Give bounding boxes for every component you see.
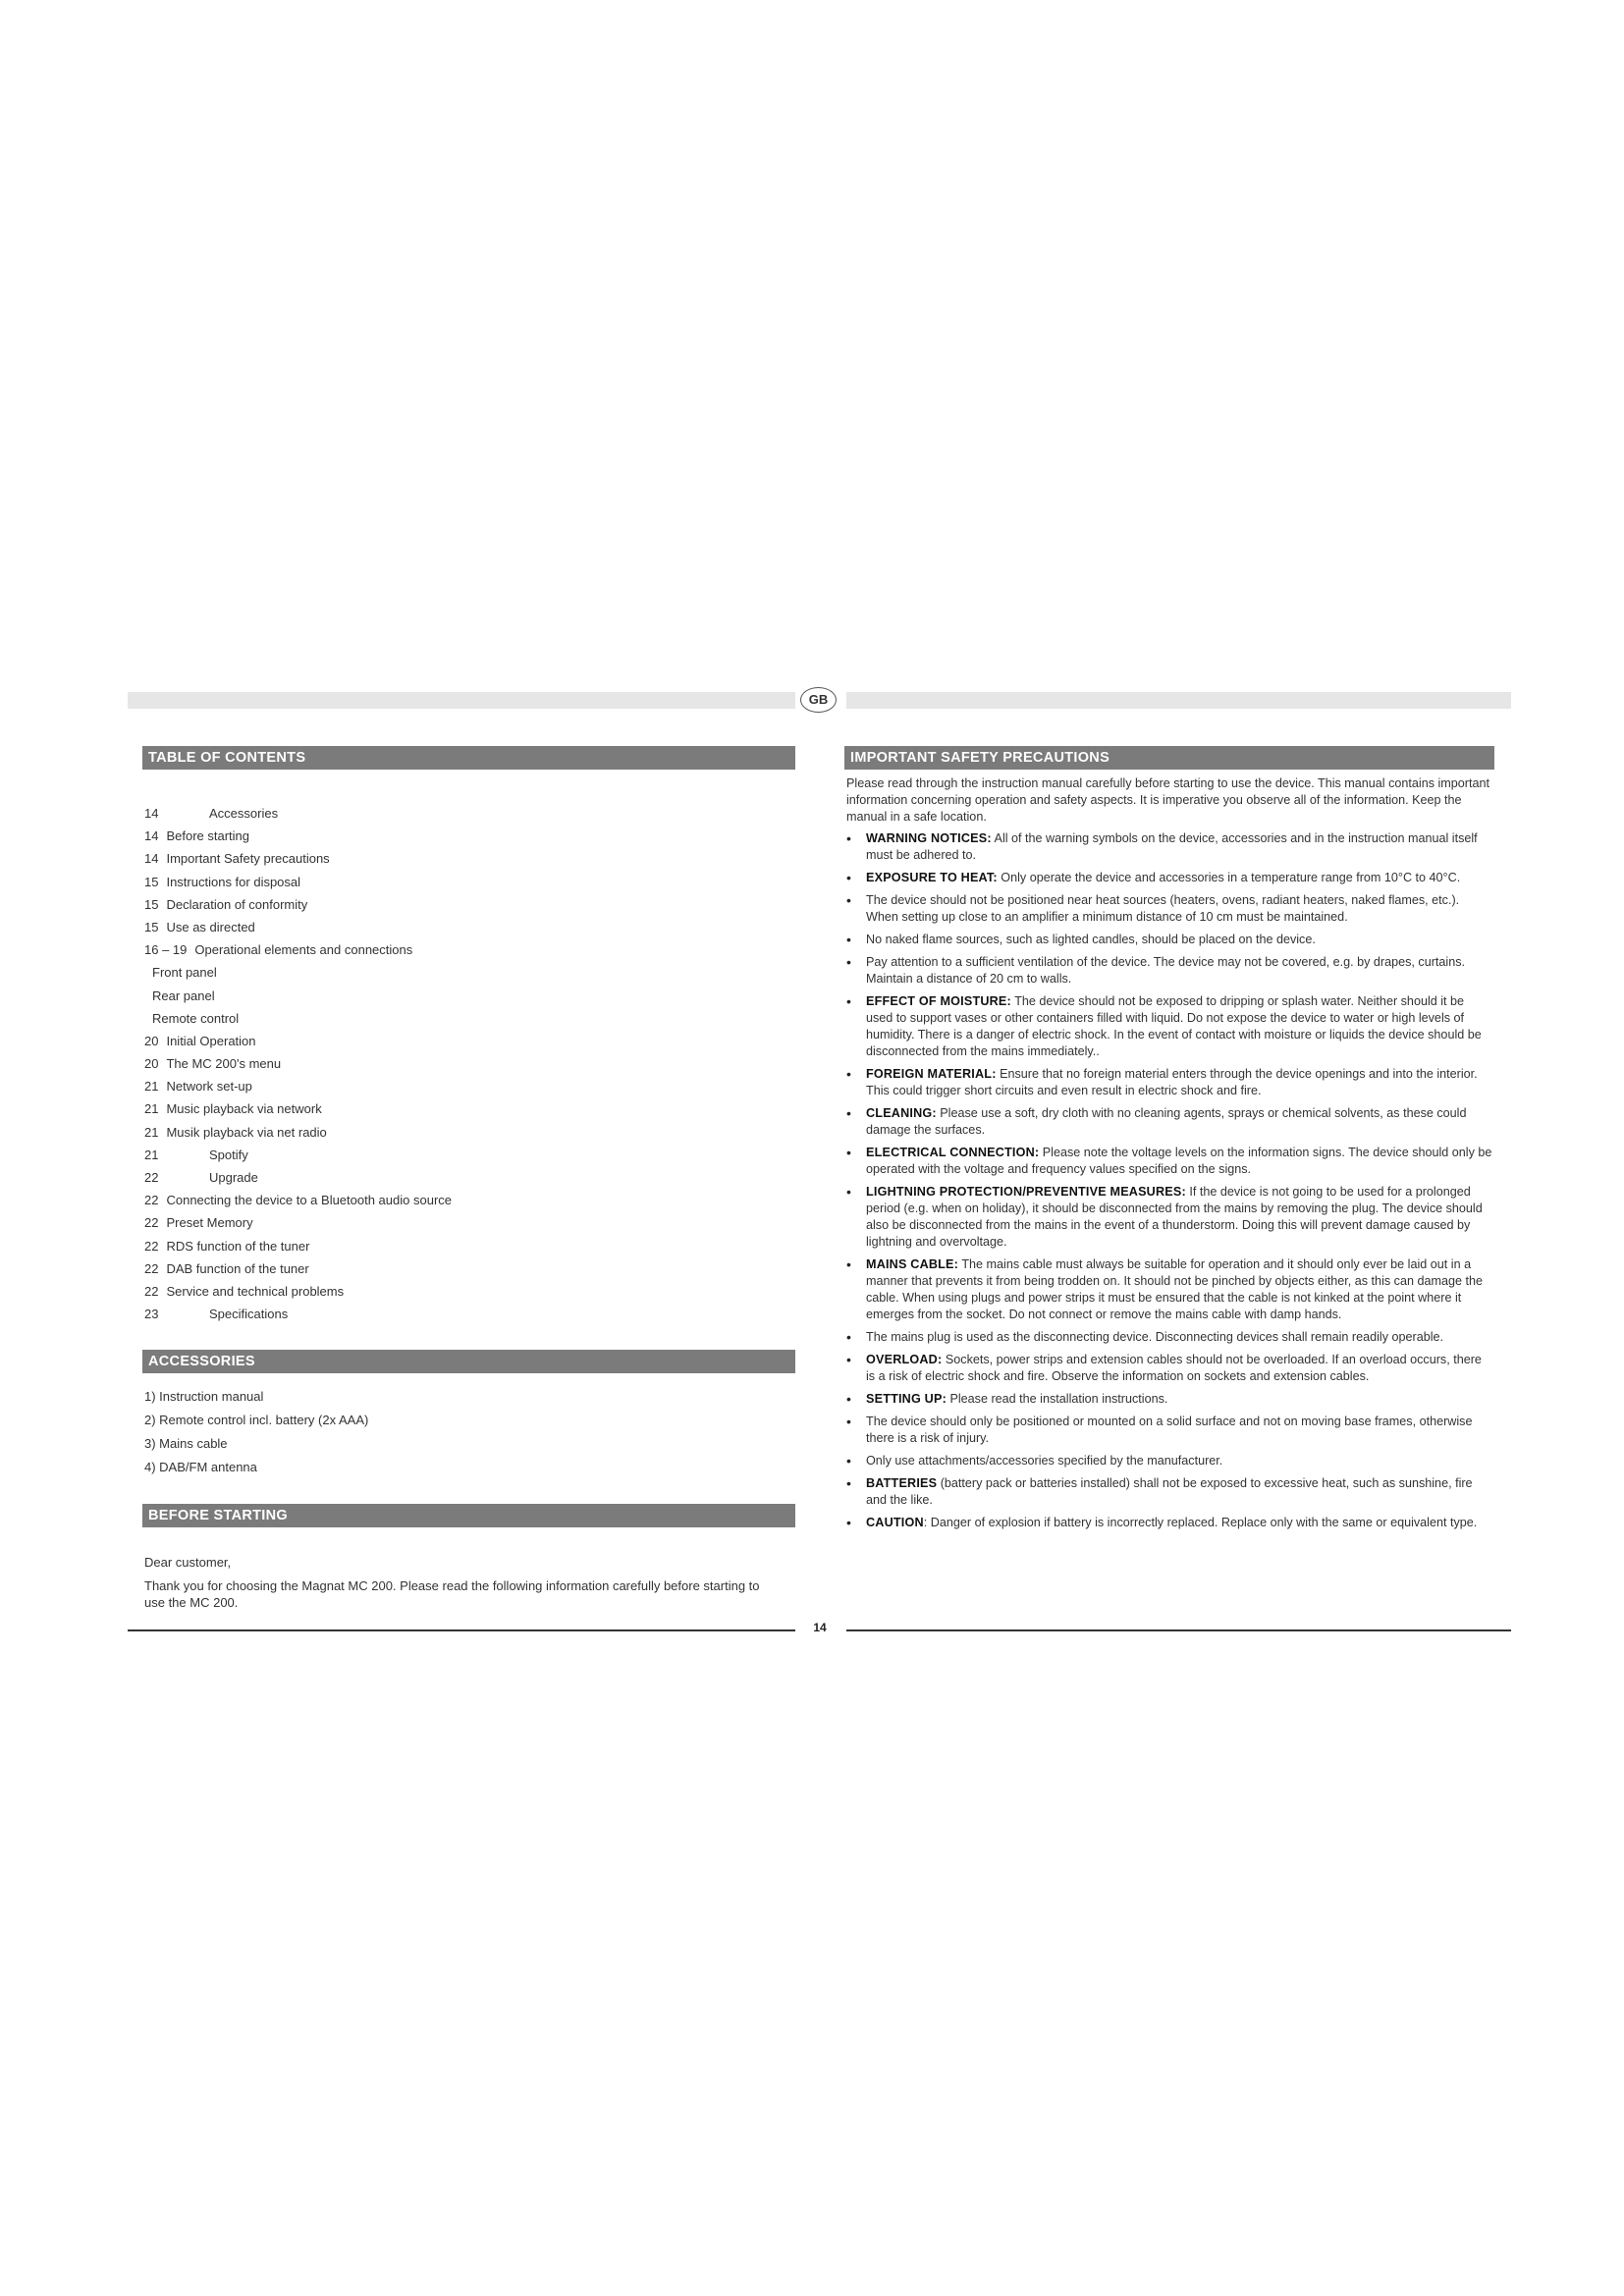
- safety-bullet: [844, 993, 1492, 1060]
- bullet-keyword: EFFECT OF MOISTURE:: [866, 994, 1011, 1008]
- toc-entry-label: Connecting the device to a Bluetooth audio source: [166, 1193, 453, 1208]
- header-bar-left: [128, 692, 795, 709]
- toc-row: [144, 1007, 792, 1030]
- bullet-keyword: FOREIGN MATERIAL:: [866, 1067, 997, 1081]
- bullet-text: (battery pack or batteries installed) shall not be exposed to excessive heat, such as sunshine, fire and the like.: [866, 1476, 1473, 1507]
- toc-entry-label: Service and technical problems: [166, 1283, 345, 1299]
- bullet-text: All of the warning symbols on the device, accessories and in the instruction manual itself must be adhered to.: [866, 831, 1478, 862]
- toc-row: [144, 847, 792, 870]
- safety-bullet: [844, 870, 1492, 886]
- safety-bullet: [844, 1329, 1492, 1346]
- accessories-heading: ACCESSORIES: [142, 1350, 795, 1373]
- toc-entry-label: Declaration of conformity: [166, 896, 308, 912]
- toc-entry-label: Spotify: [209, 1147, 248, 1162]
- toc-page-number: 21: [144, 1124, 159, 1140]
- bullet-text: Only operate the device and accessories in a temperature range from 10°C to 40°C.: [997, 871, 1461, 884]
- bullet-text: Only use attachments/accessories specified by the manufacturer.: [866, 1454, 1223, 1468]
- bullet-text: No naked flame sources, such as lighted candles, should be placed on the device.: [866, 933, 1316, 946]
- toc-row: [144, 1052, 792, 1075]
- toc-page-number: 15: [144, 896, 159, 912]
- toc-row: [144, 893, 792, 916]
- toc-page-number: 20: [144, 1033, 159, 1048]
- bullet-text: Pay attention to a sufficient ventilation of the device. The device may not be covered, e.g. by drapes, curtains. Maintain a distance of 20 cm to walls.: [866, 955, 1465, 986]
- safety-bullet: [844, 1453, 1492, 1469]
- toc-page-number: 21: [144, 1147, 159, 1162]
- toc-page-number: 14: [144, 806, 159, 821]
- toc-entry-label: The MC 200's menu: [166, 1056, 282, 1072]
- list-item: 1) Instruction manual: [144, 1389, 264, 1404]
- bullet-text: The device should not be exposed to dripping or splash water. Neither should it be used to support vases or other containers filled with liquid. Do not expose the device to water or high levels of humidity. There is a danger of electric shock. In the event of contact with moisture or liquids the device should be disconnected from the mains immediately..: [866, 994, 1482, 1058]
- safety-bullet: [844, 1145, 1492, 1178]
- safety-bullet: [844, 1391, 1492, 1408]
- toc-entry-label: DAB function of the tuner: [166, 1260, 309, 1276]
- toc-entry-label: Musik playback via net radio: [166, 1124, 327, 1140]
- bullet-text: The mains cable must always be suitable for operation and it should only ever be laid out in a manner that prevents it from being trodden on. It should not be pinched by objects either, as this can damage the cable. When using plugs and power strips it must be ensured that the cable is not kinked at the point where it emerges from the socket. Do not connect or remove the mains cable with damp hands.: [866, 1257, 1483, 1321]
- toc-entry-label: Front panel: [152, 965, 217, 981]
- header-bar-right: [846, 692, 1511, 709]
- toc-row: [144, 1144, 792, 1166]
- safety-bullet: [844, 1066, 1492, 1099]
- before-starting-heading: BEFORE STARTING: [142, 1504, 795, 1527]
- safety-bullet: [844, 1105, 1492, 1139]
- table-of-contents: [144, 802, 792, 1325]
- toc-row: [144, 1211, 792, 1234]
- bullet-text: : Danger of explosion if battery is incorrectly replaced. Replace only with the same or equivalent type.: [923, 1516, 1478, 1529]
- bullet-keyword: MAINS CABLE:: [866, 1257, 959, 1271]
- footer-rule-right: [846, 1629, 1511, 1631]
- bullet-keyword: OVERLOAD:: [866, 1353, 943, 1366]
- toc-row: [144, 1097, 792, 1120]
- toc-row: [144, 938, 792, 961]
- footer-rule-left: [128, 1629, 795, 1631]
- toc-entry-label: Music playback via network: [166, 1101, 322, 1117]
- toc-row: [144, 825, 792, 847]
- toc-entry-label: Operational elements and connections: [194, 942, 413, 958]
- toc-entry-label: Instructions for disposal: [166, 874, 301, 889]
- toc-entry-label: Important Safety precautions: [166, 851, 330, 867]
- toc-page-number: 16 – 19: [144, 942, 188, 958]
- safety-bullet: [844, 1184, 1492, 1251]
- toc-entry-label: Remote control: [152, 1010, 240, 1026]
- toc-entry-label: RDS function of the tuner: [166, 1238, 310, 1254]
- toc-page-number: 22: [144, 1283, 159, 1299]
- bullet-text: Sockets, power strips and extension cables should not be overloaded. If an overload occurs, there is a risk of electric shock and fire. Observe the information on sockets and extension cables.: [866, 1353, 1482, 1383]
- toc-page-number: 21: [144, 1079, 159, 1095]
- toc-entry-label: Accessories: [209, 806, 279, 821]
- toc-page-number: 15: [144, 874, 159, 889]
- toc-page-number: 20: [144, 1056, 159, 1072]
- bullet-text: The device should only be positioned or mounted on a solid surface and not on moving base frames, otherwise there is a risk of injury.: [866, 1415, 1473, 1445]
- toc-entry-label: Preset Memory: [166, 1215, 253, 1231]
- toc-page-number: 14: [144, 851, 159, 867]
- safety-bullet: [844, 954, 1492, 988]
- greeting: Dear customer,: [144, 1555, 232, 1570]
- safety-bullet: [844, 1352, 1492, 1385]
- toc-row: [144, 985, 792, 1007]
- bullet-keyword: CLEANING:: [866, 1106, 937, 1120]
- toc-page-number: 22: [144, 1238, 159, 1254]
- safety-intro: Please read through the instruction manual carefully before starting to use the device. This manual contains important information concerning operation and safety aspects. It is imperative you observe all of the information. Keep the manual in a safe location.: [846, 776, 1490, 824]
- bullet-keyword: WARNING NOTICES:: [866, 831, 992, 845]
- bullet-text: Please note the voltage levels on the information signs. The device should only be operated with the voltage and frequency values specified on the signs.: [866, 1146, 1492, 1176]
- bullet-text: The mains plug is used as the disconnecting device. Disconnecting devices shall remain readily operable.: [866, 1330, 1444, 1344]
- toc-row: [144, 961, 792, 984]
- bullet-text: The device should not be positioned near heat sources (heaters, ovens, radiant heaters, naked flames, etc.). When setting up close to an amplifier a minimum distance of 10 cm must be maintained.: [866, 893, 1460, 924]
- language-badge: GB: [800, 687, 837, 713]
- accessories-list: [144, 1385, 792, 1479]
- list-item: 3) Mains cable: [144, 1436, 228, 1451]
- safety-bullet: [844, 1475, 1492, 1509]
- toc-heading: TABLE OF CONTENTS: [142, 746, 795, 770]
- list-item: 2) Remote control incl. battery (2x AAA): [144, 1413, 369, 1427]
- toc-row: [144, 1166, 792, 1189]
- toc-entry-label: Use as directed: [166, 919, 255, 934]
- toc-row: [144, 1030, 792, 1052]
- toc-row: [144, 802, 792, 825]
- safety-bullet: [844, 1515, 1492, 1531]
- toc-row: [144, 1235, 792, 1257]
- bullet-keyword: BATTERIES: [866, 1476, 938, 1490]
- bullet-keyword: LIGHTNING PROTECTION/PREVENTIVE MEASURES:: [866, 1185, 1186, 1199]
- safety-bullet: [844, 1414, 1492, 1447]
- bullet-text: Ensure that no foreign material enters through the device openings and into the interior. This could trigger short circuits and even result in electric shock and fire.: [866, 1067, 1478, 1097]
- toc-entry-label: Upgrade: [209, 1170, 258, 1185]
- bullet-text: Please use a soft, dry cloth with no cleaning agents, sprays or chemical solvents, as these could damage the surfaces.: [866, 1106, 1467, 1137]
- toc-page-number: 14: [144, 828, 159, 844]
- toc-row: [144, 871, 792, 893]
- safety-heading: IMPORTANT SAFETY PRECAUTIONS: [844, 746, 1494, 770]
- bullet-keyword: ELECTRICAL CONNECTION:: [866, 1146, 1040, 1159]
- toc-entry-label: Initial Operation: [166, 1033, 256, 1048]
- toc-page-number: 22: [144, 1215, 159, 1231]
- list-item: 4) DAB/FM antenna: [144, 1460, 257, 1474]
- safety-bullet: [844, 830, 1492, 864]
- toc-page-number: 22: [144, 1170, 159, 1185]
- bullet-text: Please read the installation instructions.: [946, 1392, 1168, 1406]
- toc-row: [144, 1189, 792, 1211]
- safety-bullet: [844, 892, 1492, 926]
- toc-row: [144, 1075, 792, 1097]
- toc-page-number: 15: [144, 919, 159, 934]
- before-starting-body: Thank you for choosing the Magnat MC 200. Please read the following information carefully before starting to use the MC 200.: [144, 1578, 760, 1610]
- bullet-keyword: SETTING UP:: [866, 1392, 947, 1406]
- toc-page-number: 22: [144, 1193, 159, 1208]
- bullet-keyword: CAUTION: [866, 1516, 924, 1529]
- toc-entry-label: Before starting: [166, 828, 250, 844]
- toc-entry-label: Specifications: [209, 1307, 289, 1322]
- safety-bullet: [844, 1256, 1492, 1323]
- toc-page-number: 22: [144, 1260, 159, 1276]
- toc-row: [144, 916, 792, 938]
- toc-row: [144, 1257, 792, 1280]
- toc-page-number: 23: [144, 1307, 159, 1322]
- toc-entry-label: Network set-up: [166, 1079, 252, 1095]
- toc-page-number: 21: [144, 1101, 159, 1117]
- safety-bullets: [844, 830, 1492, 1537]
- toc-row: [144, 1121, 792, 1144]
- page-number: 14: [813, 1621, 827, 1634]
- bullet-text: If the device is not going to be used for a prolonged period (e.g. when on holiday), it should be disconnected from the mains by removing the plug. The device should also be disconnected from the mains in the event of a thunderstorm. Doing this will prevent damage caused by lightning and overvoltage.: [866, 1185, 1483, 1249]
- toc-row: [144, 1303, 792, 1325]
- bullet-keyword: EXPOSURE TO HEAT:: [866, 871, 998, 884]
- safety-bullet: [844, 932, 1492, 948]
- toc-row: [144, 1280, 792, 1303]
- toc-entry-label: Rear panel: [152, 988, 215, 1003]
